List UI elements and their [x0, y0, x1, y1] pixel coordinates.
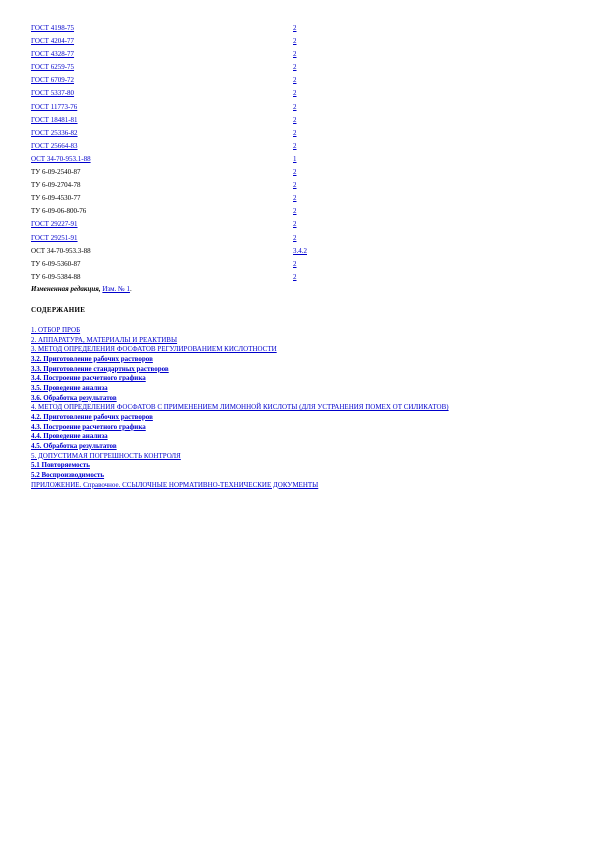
reference-row: [31, 153, 307, 166]
reference-item-cell: [293, 232, 307, 245]
reference-doc-cell: [31, 101, 293, 114]
reference-item-cell: [293, 205, 307, 218]
reference-item-cell: [293, 258, 307, 271]
toc-item: [31, 345, 501, 355]
reference-item-cell: [293, 192, 307, 205]
reference-doc-cell: [31, 74, 293, 87]
references-table-body: [31, 22, 307, 284]
toc-item: [31, 481, 501, 491]
reference-doc: ОСТ 34-70-953.3-88: [31, 246, 91, 255]
reference-doc-cell: [31, 114, 293, 127]
reference-item-cell: [293, 114, 307, 127]
reference-doc-cell: [31, 192, 293, 205]
toc-link[interactable]: 4.2. Приготовление рабочих растворов: [31, 412, 153, 421]
toc-title: СОДЕРЖАНИЕ: [31, 306, 86, 314]
reference-doc[interactable]: ГОСТ 4328-77: [31, 50, 75, 59]
reference-row: [31, 258, 307, 271]
reference-item-cell: [293, 35, 307, 48]
reference-doc-cell: [31, 61, 293, 74]
reference-item-link[interactable]: 2: [293, 272, 297, 281]
reference-doc-cell: [31, 271, 293, 284]
toc-item: [31, 413, 501, 423]
reference-item-cell: [293, 74, 307, 87]
reference-row: [31, 205, 307, 218]
reference-item-cell: [293, 271, 307, 284]
reference-item-link[interactable]: 2: [293, 181, 297, 190]
reference-row: [31, 271, 307, 284]
reference-doc[interactable]: ОСТ 34-70-953.1-88: [31, 154, 91, 163]
toc-link[interactable]: 1. ОТБОР ПРОБ: [31, 326, 81, 334]
reference-doc[interactable]: ГОСТ 6259-75: [31, 63, 75, 72]
reference-item-link[interactable]: 2: [293, 76, 297, 85]
reference-item-link[interactable]: 2: [293, 115, 297, 124]
toc-link[interactable]: 4.5. Обработка результатов: [31, 441, 117, 450]
reference-row: [31, 232, 307, 245]
reference-row: [31, 35, 307, 48]
reference-doc-cell: [31, 245, 293, 258]
reference-doc-cell: [31, 232, 293, 245]
reference-item-link[interactable]: 2: [293, 89, 297, 98]
reference-row: [31, 127, 307, 140]
reference-item-link[interactable]: 2: [293, 194, 297, 203]
toc-item: [31, 423, 501, 433]
reference-row: [31, 48, 307, 61]
reference-item-link[interactable]: 2: [293, 128, 297, 137]
reference-doc: ТУ 6-09-2704-78: [31, 181, 81, 190]
reference-doc-cell: [31, 22, 293, 35]
reference-doc-cell: [31, 205, 293, 218]
reference-item-cell: [293, 101, 307, 114]
reference-doc: ТУ 6-09-4530-77: [31, 194, 81, 203]
toc-item: [31, 442, 501, 452]
reference-doc-cell: [31, 153, 293, 166]
toc-item: [31, 432, 501, 442]
reference-row: [31, 140, 307, 153]
reference-item-link[interactable]: 2: [293, 168, 297, 177]
reference-doc[interactable]: ГОСТ 4198-75: [31, 24, 75, 32]
toc-link[interactable]: 3.6. Обработка результатов: [31, 393, 117, 402]
reference-item-cell: [293, 245, 307, 258]
toc-link[interactable]: 3.3. Приготовление стандартных растворов: [31, 364, 169, 373]
reference-row: [31, 101, 307, 114]
toc-link[interactable]: ПРИЛОЖЕНИЕ. Справочное. ССЫЛОЧНЫЕ НОРМАТИВНО-ТЕХНИЧЕСКИЕ ДОКУМЕНТЫ: [31, 480, 319, 489]
reference-item-link[interactable]: 2: [293, 141, 297, 150]
reference-doc[interactable]: ГОСТ 29251-91: [31, 233, 78, 242]
reference-item-cell: [293, 22, 307, 35]
toc-item: [31, 452, 501, 462]
toc-link[interactable]: 4.3. Построение расчетного графика: [31, 422, 146, 431]
toc-item: [31, 384, 501, 394]
toc-item: [31, 365, 501, 375]
reference-doc-cell: [31, 140, 293, 153]
reference-doc-cell: [31, 166, 293, 179]
reference-doc: ТУ 6-09-5384-88: [31, 272, 81, 281]
reference-item-link[interactable]: 2: [293, 24, 297, 32]
toc-link[interactable]: 4. МЕТОД ОПРЕДЕЛЕНИЯ ФОСФАТОВ С ПРИМЕНЕНИЕМ ЛИМОННОЙ КИСЛОТЫ (ДЛЯ УСТРАНЕНИЯ ПОМЕХ ОТ СИЛИКАТОВ): [31, 403, 449, 412]
toc-item: [31, 403, 501, 413]
reference-item-link[interactable]: 3.4.2: [293, 246, 307, 255]
toc-item: [31, 326, 501, 336]
reference-item-link[interactable]: 2: [293, 37, 297, 46]
reference-item-cell: [293, 140, 307, 153]
reference-row: [31, 245, 307, 258]
reference-item-link[interactable]: 2: [293, 102, 297, 111]
reference-doc[interactable]: ГОСТ 29227-91: [31, 220, 78, 229]
reference-row: [31, 114, 307, 127]
references-table: [31, 22, 307, 284]
toc-link[interactable]: 3.4. Построение расчетного графика: [31, 374, 146, 383]
reference-doc[interactable]: ГОСТ 11773-76: [31, 102, 78, 111]
toc-link[interactable]: 3. МЕТОД ОПРЕДЕЛЕНИЯ ФОСФАТОВ РЕГУЛИРОВАНИЕМ КИСЛОТНОСТИ: [31, 345, 277, 354]
reference-item-cell: [293, 218, 307, 231]
toc-link[interactable]: 5.2 Воспроизводимость: [31, 470, 105, 479]
reference-row: [31, 61, 307, 74]
reference-item-link[interactable]: 2: [293, 207, 297, 216]
toc-link[interactable]: 5.1 Повторяемость: [31, 461, 90, 470]
reference-doc[interactable]: ГОСТ 18481-81: [31, 115, 78, 124]
reference-item-link[interactable]: 2: [293, 63, 297, 72]
reference-doc-cell: [31, 179, 293, 192]
amendment-note: [31, 284, 132, 294]
reference-doc-cell: [31, 35, 293, 48]
reference-row: [31, 166, 307, 179]
toc-item: [31, 355, 501, 365]
toc-item: [31, 374, 501, 384]
reference-doc[interactable]: ГОСТ 5337-80: [31, 89, 75, 98]
reference-item-link[interactable]: 2: [293, 50, 297, 59]
reference-doc: ТУ 6-09-06-800-76: [31, 207, 87, 216]
toc-item: [31, 336, 501, 346]
reference-row: [31, 74, 307, 87]
reference-item-cell: [293, 179, 307, 192]
reference-doc[interactable]: ГОСТ 4204-77: [31, 37, 75, 46]
reference-item-cell: [293, 166, 307, 179]
toc-link[interactable]: 3.5. Проведение анализа: [31, 383, 108, 392]
reference-item-link[interactable]: 2: [293, 259, 297, 268]
amendment-link[interactable]: Изм. № 1: [102, 285, 130, 293]
reference-doc-cell: [31, 87, 293, 100]
reference-doc[interactable]: ГОСТ 25336-82: [31, 128, 78, 137]
amendment-note-end: .: [129, 285, 132, 293]
reference-doc-cell: [31, 127, 293, 140]
reference-row: [31, 192, 307, 205]
reference-item-link[interactable]: 1: [293, 154, 297, 163]
reference-row: [31, 87, 307, 100]
reference-doc: ТУ 6-09-5360-87: [31, 259, 81, 268]
amendment-note-text: Измененная редакция,: [31, 285, 101, 293]
reference-doc[interactable]: ГОСТ 6709-72: [31, 76, 75, 85]
reference-item-link[interactable]: 2: [293, 220, 297, 229]
toc-item: [31, 471, 501, 481]
reference-item-cell: [293, 153, 307, 166]
toc-link[interactable]: 3.2. Приготовление рабочих растворов: [31, 354, 153, 363]
reference-row: [31, 22, 307, 35]
toc-item: [31, 461, 501, 471]
reference-item-cell: [293, 127, 307, 140]
reference-item-cell: [293, 87, 307, 100]
reference-row: [31, 179, 307, 192]
toc-link[interactable]: 5. ДОПУСТИМАЯ ПОГРЕШНОСТЬ КОНТРОЛЯ: [31, 451, 181, 460]
reference-item-link[interactable]: 2: [293, 233, 297, 242]
reference-row: [31, 218, 307, 231]
reference-doc-cell: [31, 48, 293, 61]
reference-doc: ТУ 6-09-2540-87: [31, 168, 81, 177]
toc-item: [31, 394, 501, 404]
toc-link[interactable]: 4.4. Проведение анализа: [31, 432, 108, 441]
toc-link[interactable]: 2. АППАРАТУРА, МАТЕРИАЛЫ И РЕАКТИВЫ: [31, 335, 178, 344]
reference-doc-cell: [31, 218, 293, 231]
reference-doc-cell: [31, 258, 293, 271]
table-of-contents: [31, 326, 501, 490]
reference-item-cell: [293, 48, 307, 61]
reference-doc[interactable]: ГОСТ 25664-83: [31, 141, 78, 150]
reference-item-cell: [293, 61, 307, 74]
